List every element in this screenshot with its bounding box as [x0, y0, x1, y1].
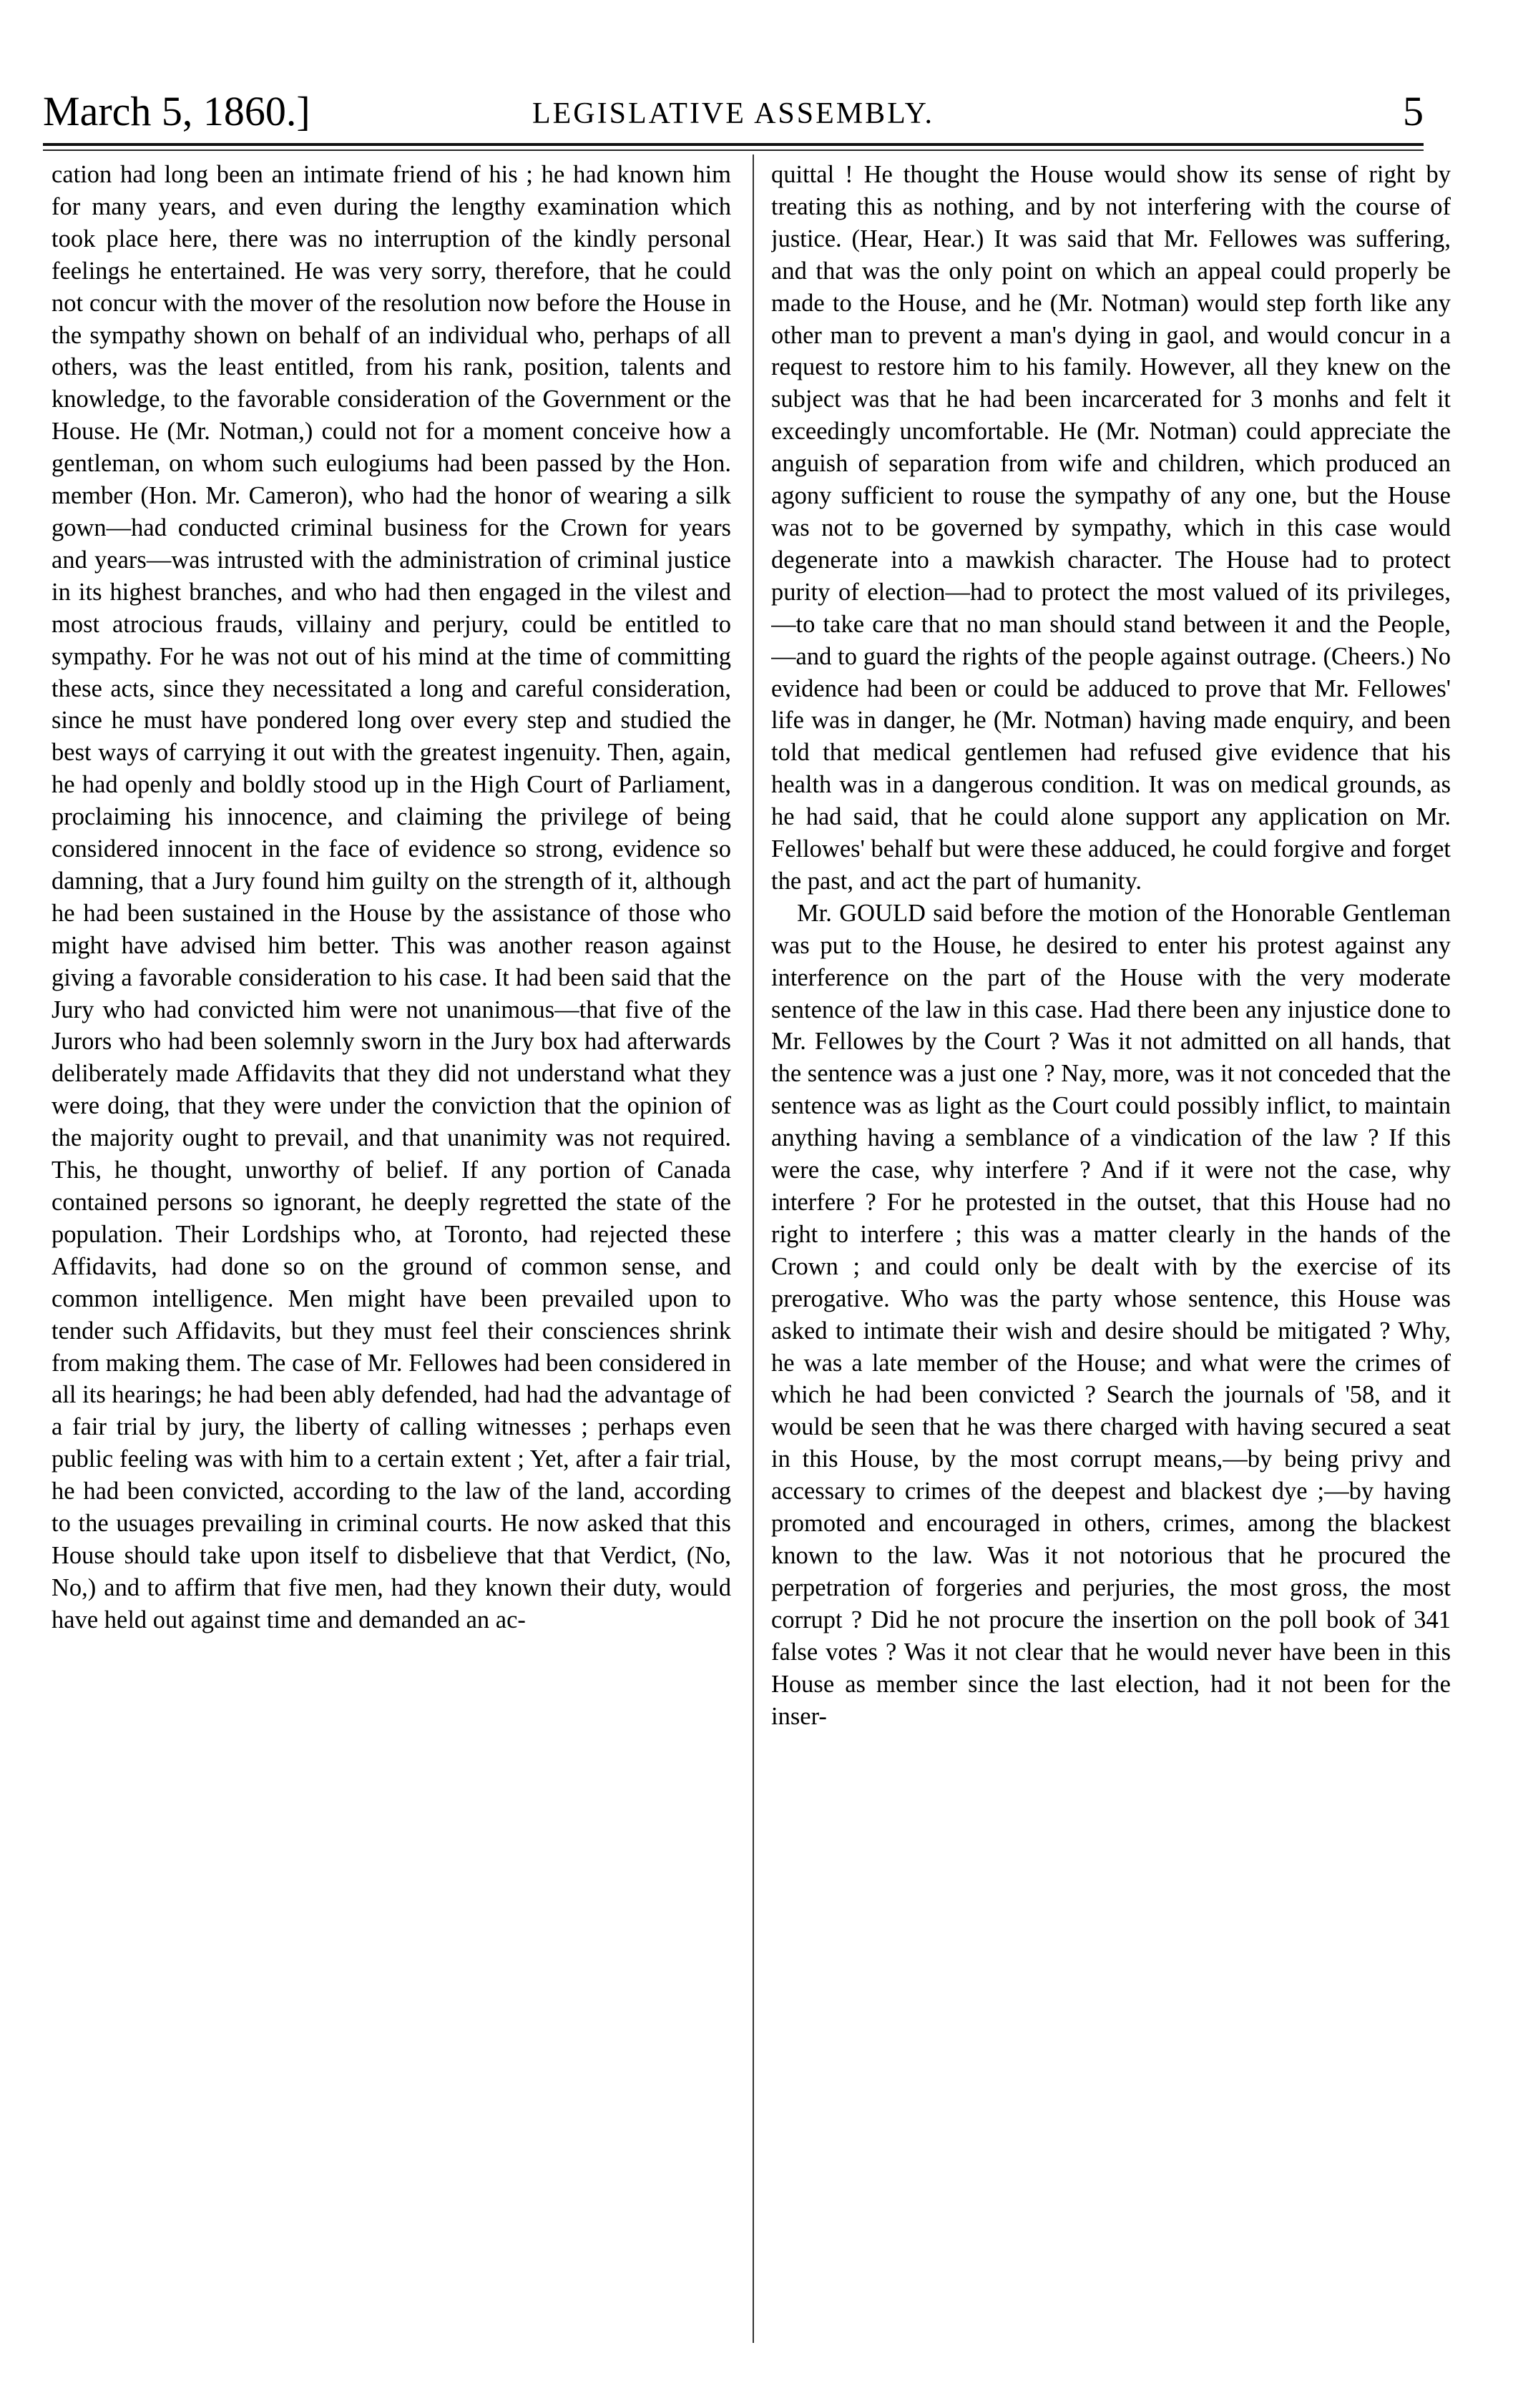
header-date: March 5, 1860.]	[43, 88, 310, 134]
header-title: LEGISLATIVE ASSEMBLY.	[532, 97, 935, 130]
header-rule-thick	[43, 143, 1424, 146]
right-column	[771, 159, 1451, 2340]
right-paragraph-1: quittal ! He thought the House would show its sense of right by treating this as nothing, and by not interfering with the course of justice. (Hear, Hear.) It was said that Mr. Fellowes was suffering, and that was the only point on which an appeal could properly be made to the House, and he (Mr. Notman) would step forth like any other man to prevent a man's dying in gaol, and would concur in a request to restore him to his family. However, all they knew on the subject was that he had been incarcerated for 3 monhs and felt it exceedingly uncomfortable. He (Mr. Notman) could appreciate the anguish of separation from wife and children, which produced an agony sufficient to rouse the sympathy of any one, but the House was not to be governed by sympathy, which in this case would degenerate into a mawkish character. The House had to protect purity of election—had to protect the most valued of its privileges,—to take care that no man should stand between it and the People, —and to guard the rights of the people against outrage. (Cheers.) No evidence had been or could be adduced to prove that Mr. Fellowes' life was in danger, he (Mr. Notman) having made enquiry, and been told that medical gentlemen had refused give evidence that his health was in a dangerous condition. It was on medical grounds, as he had said, that he could alone support any application on Mr. Fellowes' behalf but were these adduced, he could forgive and forget the past, and act the part of humanity.	[771, 161, 1451, 895]
right-paragraph-2: Mr. GOULD said before the motion of the Honorable Gentleman was put to the House, he desired to enter his protest against any interference on the part of the House with the very moderate sentence of the law in this case. Had there been any injustice done to Mr. Fellowes by the Court ? Was it not admitted on all hands, that the sentence was a just one ? Nay, more, was it not conceded that the sentence was as light as the Court could possibly inflict, to maintain anything having a semblance of a vindication of the law ? If this were the case, why interfere ? And if it were not the case, why interfere ? For he protested in the outset, that this House had no right to interfere ; this was a matter clearly in the hands of the Crown ; and could only be dealt with by the exercise of its prerogative. Who was the party whose sentence, this House was asked to intimate their wish and desire should be mitigated ? Why, he was a late member of the House; and what were the crimes of which he had been convicted ? Search the journals of '58, and it would be seen that he was there charged with having secured a seat in this House, by the most corrupt means,—by being privy and accessary to crimes of the deepest and blackest dye ;—by having promoted and encouraged in others, crimes, among the blackest known to the law. Was it not notorious that he procured the perpetration of forgeries and perjuries, the most gross, the most corrupt ? Did he not procure the insertion on the poll book of 341 false votes ? Was it not clear that he would never have been in this House as member since the last election, had it not been for the inser-	[771, 899, 1451, 1730]
left-paragraph-1: cation had long been an intimate friend of his ; he had known him for many years, and even during the lengthy examination which took place here, there was no interruption of the kindly personal feelings he entertained. He was very sorry, therefore, that he could not concur with the mover of the resolution now before the House in the sympathy shown on behalf of an individual who, perhaps of all others, was the least entitled, from his rank, position, talents and knowledge, to the favorable consideration of the Government or the House. He (Mr. Notman,) could not for a moment conceive how a gentleman, on whom such eulogiums had been passed by the Hon. member (Hon. Mr. Cameron), who had the honor of wearing a silk gown—had conducted criminal business for the Crown for years and years—was intrusted with the administration of criminal justice in its highest branches, and who had then engaged in the vilest and most atrocious frauds, villainy and perjury, could be entitled to sympathy. For he was not out of his mind at the time of committing these acts, since they necessitated a long and careful consideration, since he must have pondered long over every step and studied the best ways of carrying it out with the greatest ingenuity. Then, again, he had openly and boldly stood up in the High Court of Parliament, proclaiming his innocence, and claiming the privilege of being considered innocent in the face of evidence so strong, evidence so damning, that a Jury found him guilty on the strength of it, although he had been sustained in the House by the assistance of those who might have advised him better. This was another reason against giving a favorable consideration to his case. It had been said that the Jury who had convicted him were not unanimous—that five of the Jurors who had been solemnly sworn in the Jury box had afterwards deliberately made Affidavits that they did not understand what they were doing, that they were under the conviction that the opinion of the majority ought to prevail, and that unanimity was not required. This, he thought, unworthy of belief. If any portion of Canada contained persons so ignorant, he deeply regretted the state of the population. Their Lordships who, at Toronto, had rejected these Affidavits, had done so on the ground of common sense, and common intelligence. Men might have been prevailed upon to tender such Affidavits, but they must feel their consciences shrink from making them. The case of Mr. Fellowes had been considered in all its hearings; he had been ably defended, had had the advantage of a fair trial by jury, the liberty of calling witnesses ; perhaps even public feeling was with him to a certain extent ; Yet, after a fair trial, he had been convicted, according to the law of the land, according to the usuages prevailing in criminal courts. He now asked that this House should take upon itself to disbelieve that that Verdict, (No, No,) and to affirm that five men, had they known their duty, would have held out against time and demanded an ac-	[52, 161, 731, 1633]
page-header	[43, 84, 1424, 139]
left-column	[52, 159, 731, 2340]
header-rule-thin	[43, 149, 1424, 151]
page-number: 5	[1403, 88, 1424, 134]
column-divider	[753, 154, 754, 2343]
